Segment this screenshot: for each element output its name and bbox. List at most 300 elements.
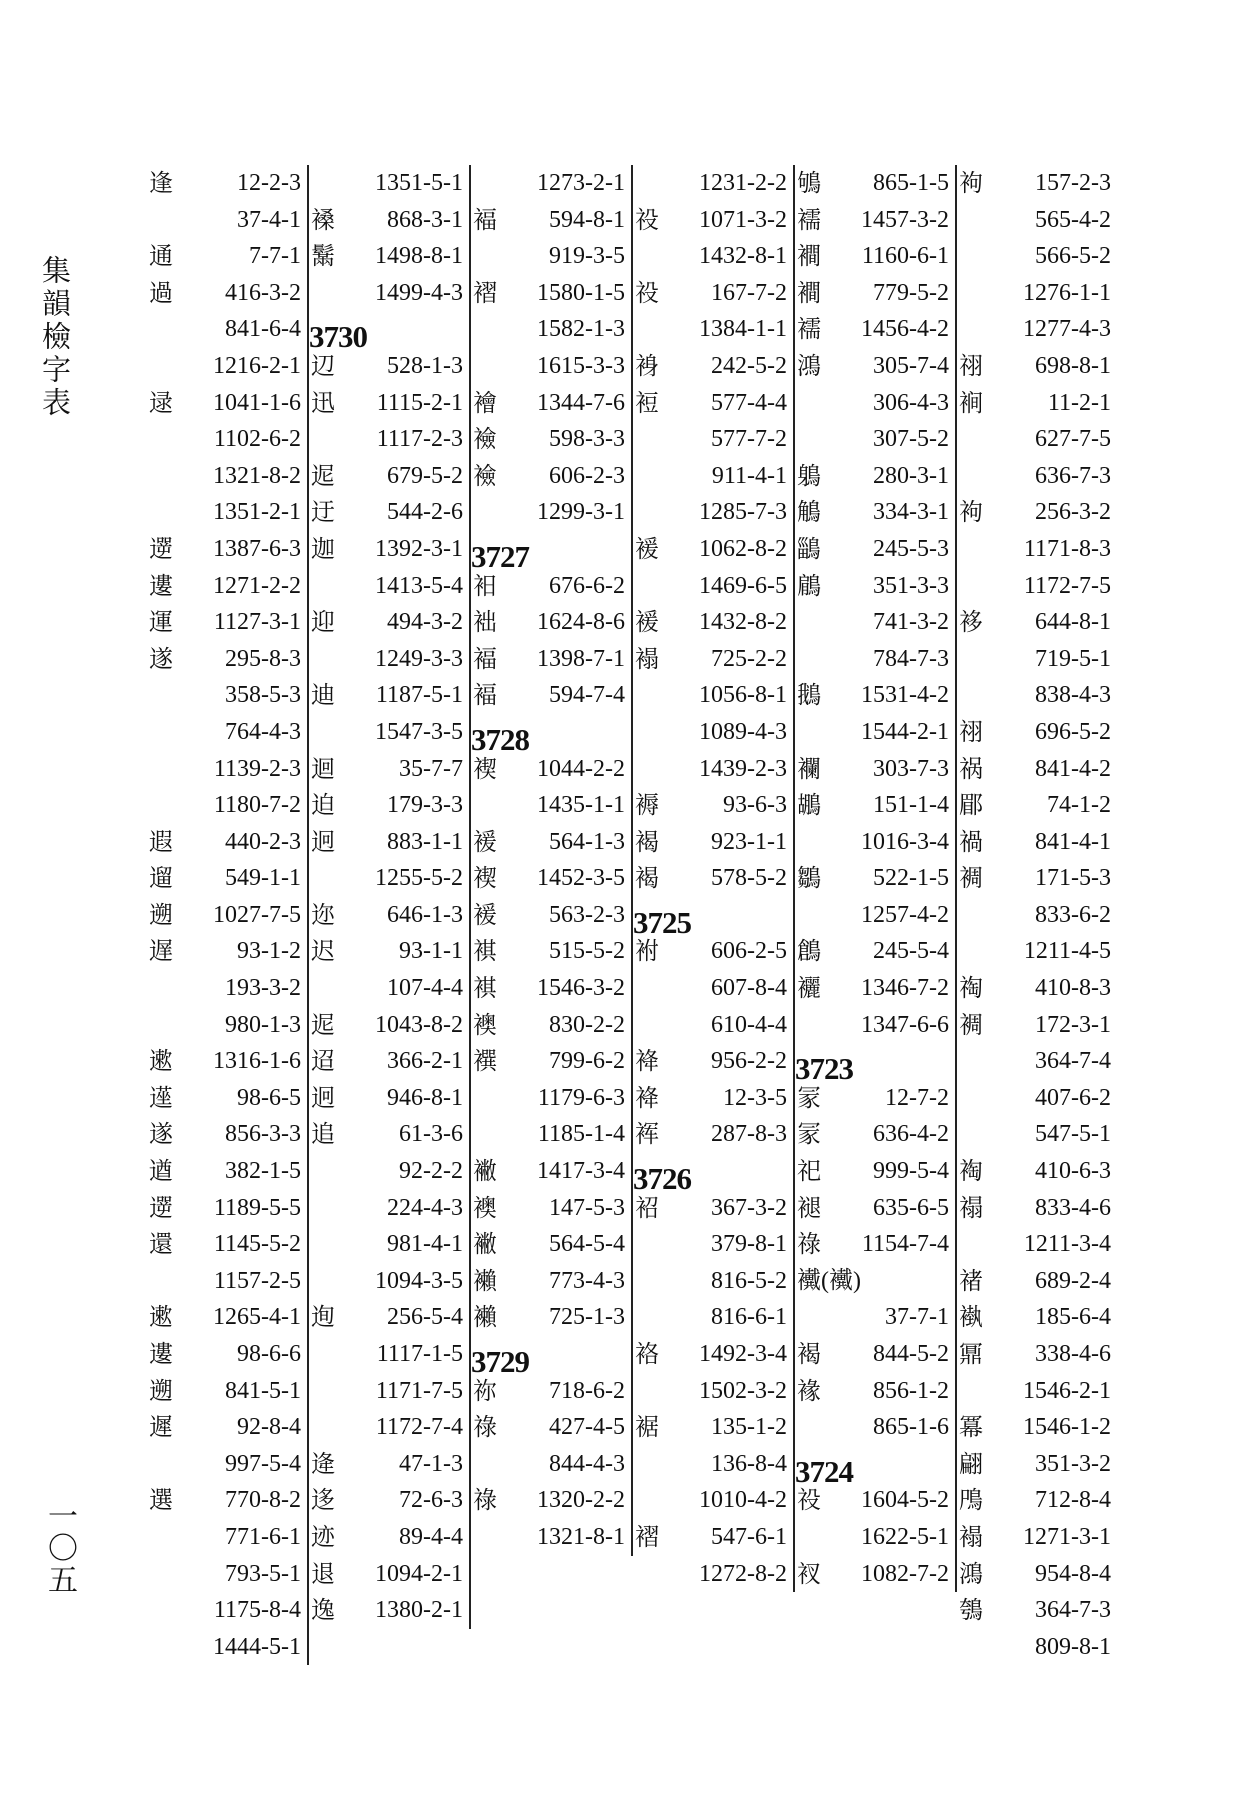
entry-reference: 1615-3-3: [537, 352, 625, 379]
index-entry: [307, 165, 469, 202]
index-entry: [631, 787, 793, 824]
entry-character: 襒: [473, 1157, 497, 1186]
index-entry: [307, 714, 469, 751]
entry-reference: 1154-7-4: [861, 1231, 949, 1258]
entry-character: 遬: [149, 1303, 173, 1332]
index-entry: [469, 933, 631, 970]
entry-reference: 1187-5-1: [375, 682, 463, 709]
index-entry: [793, 751, 955, 788]
index-entry: [145, 641, 307, 678]
entry-character: 運: [149, 608, 173, 637]
entry-reference: 193-3-2: [225, 975, 301, 1002]
entry-character: 鴻: [959, 1559, 983, 1588]
entry-reference: 1094-3-5: [375, 1267, 463, 1294]
index-entry: [955, 275, 1117, 312]
index-entry: [955, 933, 1117, 970]
index-entry: [955, 494, 1117, 531]
entry-character: 遂: [149, 644, 173, 673]
entry-reference: 696-5-2: [1035, 718, 1111, 745]
index-entry: [631, 568, 793, 605]
entry-character: 鶘: [797, 791, 821, 820]
entry-reference: 224-4-3: [387, 1194, 463, 1221]
entry-reference: 1544-2-1: [861, 718, 949, 745]
entry-character: 褐: [635, 827, 659, 856]
index-entry: [307, 421, 469, 458]
entry-character: 襦: [797, 205, 821, 234]
index-entry: [307, 1409, 469, 1446]
index-entry: [145, 1263, 307, 1300]
index-entry: [955, 1080, 1117, 1117]
entry-reference: 919-3-5: [549, 243, 625, 270]
entry-character: 褔: [473, 644, 497, 673]
index-entry: [145, 1482, 307, 1519]
entry-reference: 1117-2-3: [376, 426, 463, 453]
section-number: 3729: [471, 1344, 529, 1379]
entry-reference: 1582-1-3: [537, 316, 625, 343]
index-entry: [145, 1190, 307, 1227]
index-entry: [631, 421, 793, 458]
entry-reference: 565-4-2: [1035, 206, 1111, 233]
entry-reference: 410-8-3: [1035, 975, 1111, 1002]
entry-reference: 844-4-3: [549, 1450, 625, 1477]
entry-character: 鴝: [797, 169, 821, 197]
index-entry: [955, 1556, 1117, 1593]
entry-character: 褔: [473, 205, 497, 234]
entry-character: 襴: [797, 754, 821, 783]
index-entry: [955, 1592, 1117, 1629]
entry-character: 遛: [149, 864, 173, 893]
index-entry: [469, 1007, 631, 1044]
entry-reference: 12-2-3: [237, 170, 301, 196]
entry-reference: 1277-4-3: [1023, 316, 1111, 343]
entry-reference: 185-6-4: [1035, 1304, 1111, 1331]
entry-reference: 1171-7-5: [375, 1377, 463, 1404]
entry-reference: 416-3-2: [225, 279, 301, 306]
index-entry: [793, 1299, 955, 1336]
entry-character: 迻: [311, 1486, 335, 1515]
entry-reference: 1271-2-2: [213, 572, 301, 599]
entry-character: 迅: [311, 388, 335, 417]
index-entry: [469, 494, 631, 531]
entry-reference: 107-4-4: [387, 975, 463, 1002]
entry-reference: 1456-4-2: [861, 316, 949, 343]
index-entry: [793, 275, 955, 312]
entry-character: 冪: [959, 1413, 983, 1442]
entry-character: 鵳: [797, 571, 821, 600]
entry-character: 褀: [473, 974, 497, 1003]
index-entry: [955, 385, 1117, 422]
index-entry: [469, 824, 631, 861]
entry-character: 襹: [797, 974, 821, 1003]
index-entry: [145, 568, 307, 605]
entry-reference: 338-4-6: [1035, 1341, 1111, 1367]
index-entry: [631, 860, 793, 897]
index-entry: [631, 458, 793, 495]
entry-reference: 1179-6-3: [537, 1084, 625, 1111]
entry-reference: 47-1-3: [399, 1450, 463, 1477]
entry-reference: 773-4-3: [549, 1267, 625, 1294]
entry-character: 鶅: [797, 534, 821, 563]
index-entry: [469, 751, 631, 788]
index-entry: [307, 824, 469, 861]
section-header: [469, 1336, 631, 1379]
entry-reference: 830-2-2: [549, 1011, 625, 1038]
index-entry: [469, 1116, 631, 1153]
entry-reference: 1321-8-1: [537, 1523, 625, 1550]
entry-reference: 1115-2-1: [376, 389, 463, 416]
index-entry: [631, 275, 793, 312]
entry-character: 逯: [149, 388, 173, 417]
entry-reference: 980-1-3: [225, 1011, 301, 1038]
index-entry: [793, 677, 955, 714]
entry-character: 迂: [311, 498, 335, 527]
index-entry: [631, 238, 793, 275]
index-entry: [955, 1519, 1117, 1556]
entry-character: 襒: [473, 1230, 497, 1259]
entry-reference: 698-8-1: [1035, 352, 1111, 379]
entry-reference: 351-3-3: [873, 572, 949, 599]
entry-character: 襦: [797, 315, 821, 344]
entry-character: 襘: [473, 388, 497, 417]
index-entry: [307, 751, 469, 788]
index-column-4: [631, 165, 795, 1592]
index-entry: [469, 1373, 631, 1410]
entry-reference: 245-5-4: [873, 938, 949, 965]
index-entry: [469, 787, 631, 824]
index-entry: [145, 421, 307, 458]
entry-reference: 1185-1-4: [537, 1121, 625, 1148]
entry-character: 郿: [959, 791, 983, 820]
entry-reference: 410-6-3: [1035, 1158, 1111, 1185]
entry-reference: 306-4-3: [873, 389, 949, 416]
entry-character: 迟: [311, 937, 335, 966]
index-entry: [793, 641, 955, 678]
entry-character: 還: [149, 1230, 173, 1259]
entry-reference: 719-5-1: [1035, 645, 1111, 672]
index-entry: [469, 860, 631, 897]
index-entry: [307, 1116, 469, 1153]
index-entry: [793, 824, 955, 861]
entry-reference: 305-7-4: [873, 352, 949, 379]
index-column-3: [469, 165, 633, 1556]
entry-reference: 93-1-1: [399, 938, 463, 965]
index-entry: [955, 568, 1117, 605]
entry-reference: 1384-1-1: [699, 316, 787, 343]
entry-reference: 358-5-3: [225, 682, 301, 709]
entry-character: 襈: [473, 1047, 497, 1076]
index-entry: [793, 385, 955, 422]
index-entry: [469, 165, 631, 202]
entry-character: 裈: [635, 1120, 659, 1149]
entry-reference: 1139-2-3: [213, 755, 301, 782]
entry-reference: 712-8-4: [1035, 1487, 1111, 1514]
index-entry: [793, 1373, 955, 1410]
entry-reference: 1546-2-1: [1023, 1377, 1111, 1404]
entry-reference: 833-4-6: [1035, 1194, 1111, 1221]
entry-character: 襖: [473, 1193, 497, 1222]
index-entry: [307, 1263, 469, 1300]
entry-character: 襝: [473, 425, 497, 454]
index-entry: [145, 1080, 307, 1117]
entry-character: 鶵: [797, 864, 821, 893]
entry-reference: 1387-6-3: [213, 535, 301, 562]
entry-reference: 1041-1-6: [213, 389, 301, 416]
entry-reference: 11-2-1: [1047, 389, 1111, 416]
entry-reference: 245-5-3: [873, 535, 949, 562]
entry-reference: 1531-4-2: [861, 682, 949, 709]
entry-reference: 636-4-2: [873, 1121, 949, 1148]
index-entry: [307, 1556, 469, 1593]
entry-character: 褶: [473, 278, 497, 307]
entry-reference: 1056-8-1: [699, 682, 787, 709]
entry-reference: 1492-3-4: [699, 1341, 787, 1367]
section-number: 3727: [471, 538, 529, 574]
index-entry: [631, 1373, 793, 1410]
index-entry: [955, 458, 1117, 495]
index-entry: [631, 970, 793, 1007]
entry-reference: 564-5-4: [549, 1231, 625, 1258]
entry-reference: 295-8-3: [225, 645, 301, 672]
index-entry: [145, 311, 307, 348]
index-entry: [145, 494, 307, 531]
entry-character: 鵢: [797, 461, 821, 490]
index-entry: [955, 1007, 1117, 1044]
entry-character: 迥: [311, 1083, 335, 1112]
entry-reference: 93-6-3: [723, 792, 787, 819]
entry-reference: 1071-3-2: [699, 206, 787, 233]
entry-reference: 1145-5-2: [213, 1231, 301, 1258]
entry-character: 迎: [311, 608, 335, 637]
entry-character: 追: [311, 1120, 335, 1149]
entry-reference: 1546-1-2: [1023, 1414, 1111, 1441]
entry-reference: 303-7-3: [873, 755, 949, 782]
entry-reference: 1351-5-1: [375, 170, 463, 196]
entry-character: 裾: [635, 1413, 659, 1442]
entry-reference: 7-7-1: [249, 243, 301, 270]
index-entry: [793, 1336, 955, 1373]
index-entry: [469, 1226, 631, 1263]
index-entry: [793, 1519, 955, 1556]
index-entry: [307, 604, 469, 641]
index-entry: [307, 897, 469, 934]
index-entry: [145, 787, 307, 824]
index-entry: [793, 238, 955, 275]
entry-reference: 12-3-5: [723, 1084, 787, 1111]
index-entry: [469, 238, 631, 275]
entry-reference: 37-7-1: [885, 1304, 949, 1331]
index-entry: [145, 1299, 307, 1336]
entry-reference: 287-8-3: [711, 1121, 787, 1148]
entry-character: 遻: [149, 1193, 173, 1222]
entry-reference: 1622-5-1: [861, 1523, 949, 1550]
entry-reference: 1285-7-3: [699, 499, 787, 526]
entry-reference: 427-4-5: [549, 1414, 625, 1441]
index-entry: [793, 165, 955, 202]
entry-reference: 92-2-2: [399, 1158, 463, 1185]
index-entry: [145, 1336, 307, 1373]
index-entry: [307, 641, 469, 678]
index-entry: [793, 348, 955, 385]
entry-reference: 741-3-2: [873, 609, 949, 636]
entry-reference: 1499-4-3: [375, 279, 463, 306]
entry-reference: 366-2-1: [387, 1048, 463, 1075]
index-entry: [631, 1007, 793, 1044]
entry-reference: 865-1-5: [873, 170, 949, 196]
entry-character: 褥: [635, 791, 659, 820]
entry-character: 迦: [311, 534, 335, 563]
index-entry: [145, 1446, 307, 1483]
entry-reference: 1604-5-2: [861, 1487, 949, 1514]
entry-character: 鬗: [311, 242, 335, 271]
index-entry: [955, 787, 1117, 824]
index-entry: [631, 714, 793, 751]
entry-reference: 37-4-1: [237, 206, 301, 233]
index-entry: [145, 1519, 307, 1556]
index-entry: [469, 1409, 631, 1446]
entry-reference: 563-2-3: [549, 901, 625, 928]
entry-reference: 1211-4-5: [1023, 938, 1111, 965]
index-entry: [793, 604, 955, 641]
entry-reference: 636-7-3: [1035, 462, 1111, 489]
entry-reference: 1127-3-1: [213, 609, 301, 636]
index-entry: [793, 1190, 955, 1227]
entry-character: 褉: [473, 864, 497, 893]
index-column-6: [955, 165, 1117, 1665]
index-entry: [955, 604, 1117, 641]
section-header: [631, 897, 793, 940]
entry-character: 鵤: [797, 498, 821, 527]
entry-character: 袶: [635, 1047, 659, 1076]
entry-reference: 1273-2-1: [537, 170, 625, 196]
entry-character: 遐: [149, 827, 173, 856]
entry-reference: 1347-6-6: [861, 1011, 949, 1038]
index-entry: [793, 311, 955, 348]
entry-character: 祋: [635, 278, 659, 307]
index-entry: [307, 1190, 469, 1227]
entry-character: 祤: [959, 351, 983, 380]
entry-reference: 577-7-2: [711, 426, 787, 453]
entry-character: 袶: [635, 1083, 659, 1112]
entry-reference: 841-4-1: [1035, 828, 1111, 855]
entry-reference: 544-2-6: [387, 499, 463, 526]
index-entry: [145, 933, 307, 970]
entry-reference: 676-6-2: [549, 572, 625, 599]
entry-reference: 644-8-1: [1035, 609, 1111, 636]
entry-reference: 635-6-5: [873, 1194, 949, 1221]
index-entry: [955, 311, 1117, 348]
index-entry: [631, 1336, 793, 1373]
entry-character: 褐: [635, 864, 659, 893]
entry-reference: 856-1-2: [873, 1377, 949, 1404]
index-entry: [631, 1299, 793, 1336]
index-entry: [793, 1226, 955, 1263]
index-entry: [307, 1482, 469, 1519]
index-entry: [955, 1190, 1117, 1227]
entry-reference: 679-5-2: [387, 462, 463, 489]
index-entry: [307, 860, 469, 897]
index-entry: [793, 1007, 955, 1044]
entry-character: 迡: [311, 1010, 335, 1039]
entry-character: 遱: [149, 571, 173, 600]
entry-character: 褖: [797, 1376, 821, 1405]
index-entry: [307, 1299, 469, 1336]
index-entry: [631, 531, 793, 568]
entry-reference: 577-4-4: [711, 389, 787, 416]
entry-reference: 956-2-2: [711, 1048, 787, 1075]
index-entry: [469, 202, 631, 239]
index-entry: [469, 1482, 631, 1519]
index-column-2: [307, 165, 471, 1629]
entry-character: 祢: [473, 1376, 497, 1405]
index-entry: [793, 202, 955, 239]
entry-reference: 522-1-5: [873, 865, 949, 892]
entry-reference: 1010-4-2: [699, 1487, 787, 1514]
entry-reference: 179-3-3: [387, 792, 463, 819]
entry-character: 褑: [635, 534, 659, 563]
section-header: [469, 531, 631, 574]
entry-reference: 1117-1-5: [376, 1341, 463, 1367]
index-entry: [145, 202, 307, 239]
index-entry: [793, 933, 955, 970]
entry-reference: 1413-5-4: [375, 572, 463, 599]
entry-reference: 407-6-2: [1035, 1084, 1111, 1111]
entry-reference: 172-3-1: [1035, 1011, 1111, 1038]
entry-reference: 771-6-1: [225, 1523, 301, 1550]
entry-character: 逸: [311, 1596, 335, 1625]
entry-reference: 1171-8-3: [1023, 535, 1111, 562]
index-entry: [955, 714, 1117, 751]
entry-reference: 1392-3-1: [375, 535, 463, 562]
entry-reference: 923-1-1: [711, 828, 787, 855]
entry-reference: 92-8-4: [237, 1414, 301, 1441]
index-entry: [631, 311, 793, 348]
index-entry: [307, 970, 469, 1007]
entry-character: 祿: [797, 1230, 821, 1259]
index-entry: [145, 1116, 307, 1153]
entry-reference: 954-8-4: [1035, 1560, 1111, 1587]
section-header: [307, 311, 469, 355]
index-entry: [469, 1153, 631, 1190]
index-entry: [469, 275, 631, 312]
entry-reference: 364-7-3: [1035, 1597, 1111, 1624]
entry-character: 裯: [959, 864, 983, 893]
index-entry: [631, 165, 793, 202]
index-entry: [145, 165, 307, 202]
entry-character: 襰: [473, 1303, 497, 1332]
index-entry: [307, 1226, 469, 1263]
index-entry: [307, 677, 469, 714]
entry-character: 冡: [797, 1083, 821, 1112]
index-entry: [955, 641, 1117, 678]
entry-reference: 334-3-1: [873, 499, 949, 526]
index-entry: [631, 677, 793, 714]
index-entry: [793, 970, 955, 1007]
section-header: [793, 1446, 955, 1489]
entry-reference: 838-4-3: [1035, 682, 1111, 709]
index-entry: [469, 1190, 631, 1227]
entry-character: 裥: [959, 388, 983, 417]
index-entry: [145, 458, 307, 495]
index-entry: [631, 494, 793, 531]
entry-reference: 35-7-7: [399, 755, 463, 782]
index-entry: [469, 1263, 631, 1300]
entry-reference: 1316-1-6: [213, 1048, 301, 1075]
index-column-1: [145, 165, 309, 1665]
entry-character: 禍: [959, 827, 983, 856]
entry-character: 袧: [959, 498, 983, 527]
entry-reference: 171-5-3: [1035, 865, 1111, 892]
index-entry: [145, 897, 307, 934]
